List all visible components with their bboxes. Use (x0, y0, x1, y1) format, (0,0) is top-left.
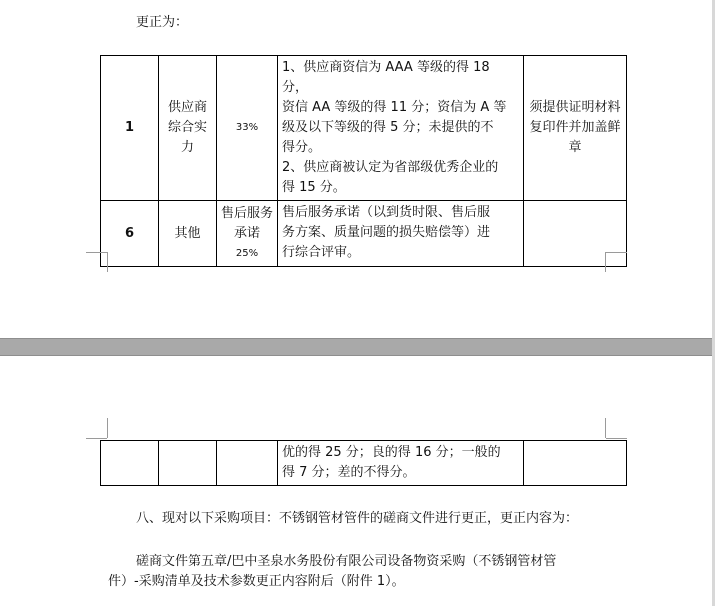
row-number: 6 (101, 201, 159, 267)
crop-mark (107, 418, 108, 438)
row-item: 其他 (159, 201, 217, 267)
table-row (101, 441, 627, 486)
row-weight: 33% (217, 56, 278, 201)
row-number (101, 441, 159, 486)
paragraph-line: 件）-采购清单及技术参数更正内容附后（附件 1）。 (108, 574, 405, 589)
crop-mark (606, 438, 627, 439)
row-criteria: 售后服务承诺（以到货时限、售后服 务方案、质量问题的损失赔偿等）进 行综合评审。 (278, 201, 524, 267)
crop-mark (605, 418, 606, 438)
row-criteria: 1、供应商资信为 AAA 等级的得 18 分， 资信 AA 等级的得 11 分；资信为 A 等 级及以下等级的得 5 分；未提供的不 得分。 2、供应商被认定为省部级优秀企业的 得 15 分。 (278, 56, 524, 201)
row-item (159, 441, 217, 486)
paragraph-line: 磋商文件第五章/巴中圣泉水务股份有限公司设备物资采购（不锈钢管材管 (136, 554, 557, 569)
row-weight (217, 441, 278, 486)
page-separator (0, 338, 715, 356)
crop-mark (606, 252, 627, 253)
table-row (101, 56, 627, 201)
crop-mark (86, 438, 107, 439)
section-8-heading: 八、现对以下采购项目：不锈钢管材管件的磋商文件进行更正，更正内容为： (136, 511, 579, 526)
crop-mark (605, 252, 606, 272)
row-weight: 售后服务承诺 25% (217, 201, 278, 267)
correction-intro: 更正为： (136, 15, 189, 30)
row-criteria: 优的得 25 分；良的得 16 分；一般的 得 7 分；差的不得分。 (278, 441, 524, 486)
row-note (524, 441, 627, 486)
scoring-table (100, 55, 627, 267)
row-item: 供应商综合实力 (159, 56, 217, 201)
row-note: 须提供证明材料复印件并加盖鲜章 (524, 56, 627, 201)
document-page-2 (0, 356, 715, 606)
scoring-table-continued (100, 440, 627, 486)
table-row (101, 201, 627, 267)
crop-mark (107, 252, 108, 272)
row-number: 1 (101, 56, 159, 201)
row-note (524, 201, 627, 267)
crop-mark (86, 252, 107, 253)
